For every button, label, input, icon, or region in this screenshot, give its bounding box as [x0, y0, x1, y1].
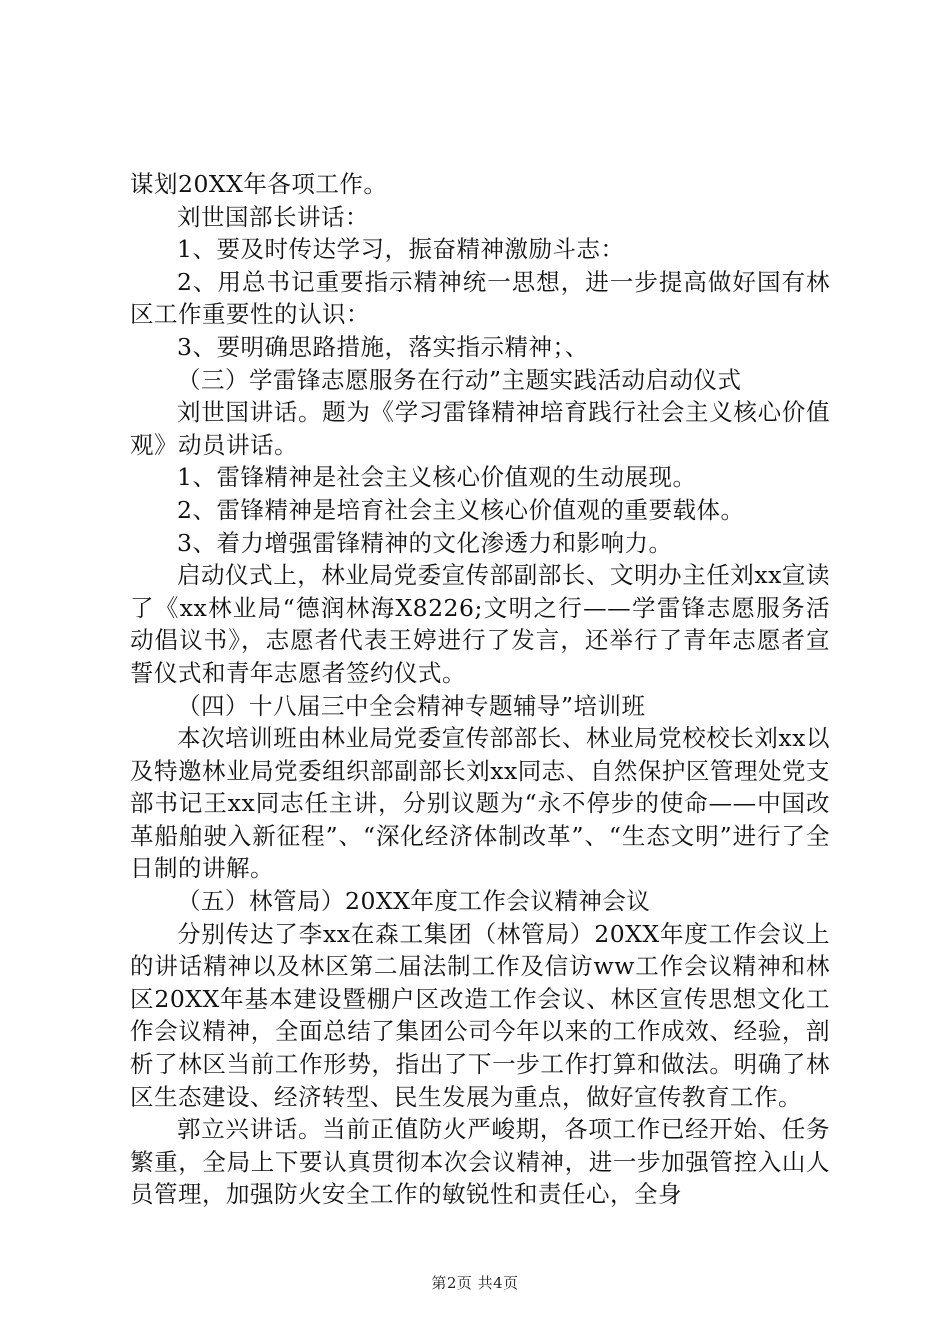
- body-paragraph: 2、雷锋精神是培育社会主义核心价值观的重要载体。: [177, 495, 745, 524]
- body-paragraph: （三）学雷锋志愿服务在行动”主题实践活动启动仪式: [177, 365, 742, 394]
- body-paragraph: 启动仪式上，林业局党委宣传部副部长、文明办主任刘xx宣读了《xx林业局“德润林海X8226;文明之行——学雷锋志愿服务活动倡议书》，志愿者代表王婷进行了发言，还举行了青年志愿者宣誓仪式和青年志愿者签约仪式。: [130, 561, 830, 687]
- body-paragraph: 1、要及时传达学习，振奋精神激励斗志：: [177, 235, 625, 264]
- body-paragraph: （五）林管局）20XX年度工作会议精神会议: [177, 887, 651, 916]
- body-paragraph: 郭立兴讲话。当前正值防火严峻期，各项工作已经开始、任务繁重，全局上下要认真贯彻本次会议精神，进一步加强管控入山人员管理，加强防火安全工作的敏锐性和责任心，全身: [130, 1115, 830, 1209]
- body-paragraph: 2、用总书记重要指示精神统一思想，进一步提高做好国有林区工作重要性的认识：: [130, 267, 830, 329]
- page-number-footer: 第2页 共4页: [431, 1274, 519, 1292]
- body-paragraph: 3、要明确思路措施，落实指示精神；、: [177, 332, 589, 361]
- body-paragraph: 1、雷锋精神是社会主义核心价值观的生动展现。: [177, 463, 697, 492]
- body-paragraph: 谋划20XX年各项工作。: [130, 170, 388, 198]
- body-paragraph: 3、着力增强雷锋精神的文化渗透力和影响力。: [177, 528, 673, 557]
- document-body: [130, 168, 830, 1211]
- body-paragraph: （四）十八届三中全会精神专题辅导”培训班: [177, 691, 646, 720]
- body-paragraph: 本次培训班由林业局党委宣传部部长、林业局党校校长刘xx以及特邀林业局党委组织部副部长刘xx同志、自然保护区管理处党支部书记王xx同志任主讲，分别议题为“永不停步的使命——中国改革船舶驶入新征程”、“深化经济体制改革”、“生态文明”进行了全日制的讲解。: [130, 724, 830, 883]
- body-paragraph: 刘世国讲话。题为《学习雷锋精神培育践行社会主义核心价值观》动员讲话。: [130, 398, 830, 459]
- body-paragraph: 刘世国部长讲话：: [177, 202, 369, 231]
- body-paragraph: 分别传达了李xx在森工集团（林管局）20XX年度工作会议上的讲话精神以及林区第二届法制工作及信访ww工作会议精神和林区20XX年基本建设暨棚户区改造工作会议、林区宣传思想文化工作会议精神，全面总结了集团公司今年以来的工作成效、经验，剖析了林区当前工作形势，指出了下一步工作打算和做法。明确了林区生态建设、经济转型、民生发展为重点，做好宣传教育工作。: [130, 919, 830, 1111]
